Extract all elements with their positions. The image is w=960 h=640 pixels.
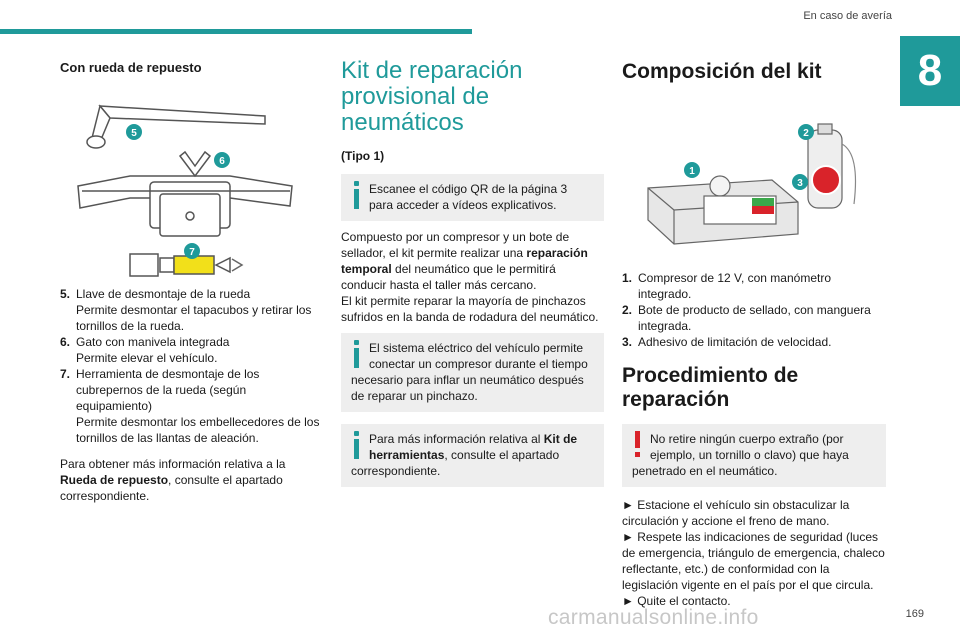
list-item: 6. Gato con manivela integrada Permite elevar el vehículo.	[60, 335, 230, 365]
warning-icon	[632, 431, 644, 459]
info-note-electrical: El sistema eléctrico del vehículo permite conectar un compresor durante el tiempo necesario para inflar un neumático después de reparar un pinchazo.	[341, 333, 604, 412]
repair-procedure-heading: Procedimiento de reparación	[622, 364, 799, 411]
column-kit-composition	[622, 56, 886, 609]
callout-5: 5	[131, 128, 137, 139]
callout-7: 7	[189, 247, 195, 258]
info-icon	[351, 340, 363, 368]
procedure-step: ► Estacione el vehículo sin obstaculizar la circulación y accione el freno de mano.	[622, 498, 850, 528]
kit-list	[622, 270, 886, 350]
info-icon	[351, 431, 363, 459]
list-item: 5. Llave de desmontaje de la rueda Permite desmontar el tapacubos y retirar los tornillos de la rueda.	[60, 287, 312, 333]
watermark: carmanualsonline.info	[548, 606, 759, 629]
list-item: 2. Bote de producto de sellado, con manguera integrada.	[622, 303, 871, 333]
kit-illustration	[622, 84, 886, 270]
spare-wheel-more-info: Para obtener más información relativa a la Rueda de repuesto, consulte el apartado correspondiente.	[60, 457, 286, 503]
info-note-toolkit: Para más información relativa al Kit de herramientas, consulte el apartado correspondiente.	[341, 424, 604, 487]
callout-1: 1	[689, 166, 695, 177]
chapter-tab[interactable]: 8	[900, 36, 960, 106]
column-spare-wheel	[60, 56, 322, 504]
spare-wheel-tools-figure	[60, 76, 322, 286]
repair-kit-description-2: El kit permite reparar la mayoría de pinchazos sufridos en la banda de rodadura del neumático.	[341, 294, 599, 324]
procedure-step: ► Respete las indicaciones de seguridad (luces de emergencia, triángulo de emergencia, chaleco reflectante, etc.) de conformidad con la legislación vigente en el país por el que circula.	[622, 530, 885, 592]
callout-3: 3	[797, 178, 803, 189]
list-item: 7. Herramienta de desmontaje de los cubrepernos de la rueda (según equipamiento) Permite desmontar los embellecedores de los tornillos de las llantas de aleación.	[60, 367, 320, 445]
repair-kit-heading: Kit de reparación provisional de neumáticos	[341, 57, 523, 136]
spare-wheel-heading: Con rueda de repuesto	[60, 60, 202, 75]
page-number: 169	[905, 608, 924, 620]
list-item: 1. Compresor de 12 V, con manómetro integrado.	[622, 271, 831, 301]
jack-tools-illustration	[60, 76, 322, 286]
callout-6: 6	[219, 156, 225, 167]
column-repair-kit	[341, 56, 604, 487]
section-title: En caso de avería	[803, 10, 892, 22]
procedure-step: ► Quite el contacto.	[622, 594, 731, 608]
info-icon	[351, 181, 363, 209]
warning-note: No retire ningún cuerpo extraño (por ejemplo, un tornillo o clavo) que haya penetrado en el neumático.	[622, 424, 886, 487]
kit-figure	[622, 84, 886, 270]
info-note-qr: Escanee el código QR de la página 3 para acceder a vídeos explicativos.	[341, 174, 604, 221]
top-accent-bar	[0, 29, 472, 34]
toolkit-link[interactable]: Kit de herramientas	[369, 432, 578, 462]
spare-wheel-link[interactable]: Rueda de repuesto	[60, 473, 169, 487]
list-item: 3. Adhesivo de limitación de velocidad.	[622, 335, 832, 349]
kit-composition-heading: Composición del kit	[622, 60, 822, 83]
repair-kit-description: Compuesto por un compresor y un bote de sellador, el kit permite realizar una reparación temporal del neumático que le permitirá conducir hasta el taller más cercano.	[341, 230, 588, 292]
repair-kit-type: (Tipo 1)	[341, 149, 385, 163]
callout-2: 2	[803, 128, 809, 139]
tools-list	[60, 286, 322, 446]
